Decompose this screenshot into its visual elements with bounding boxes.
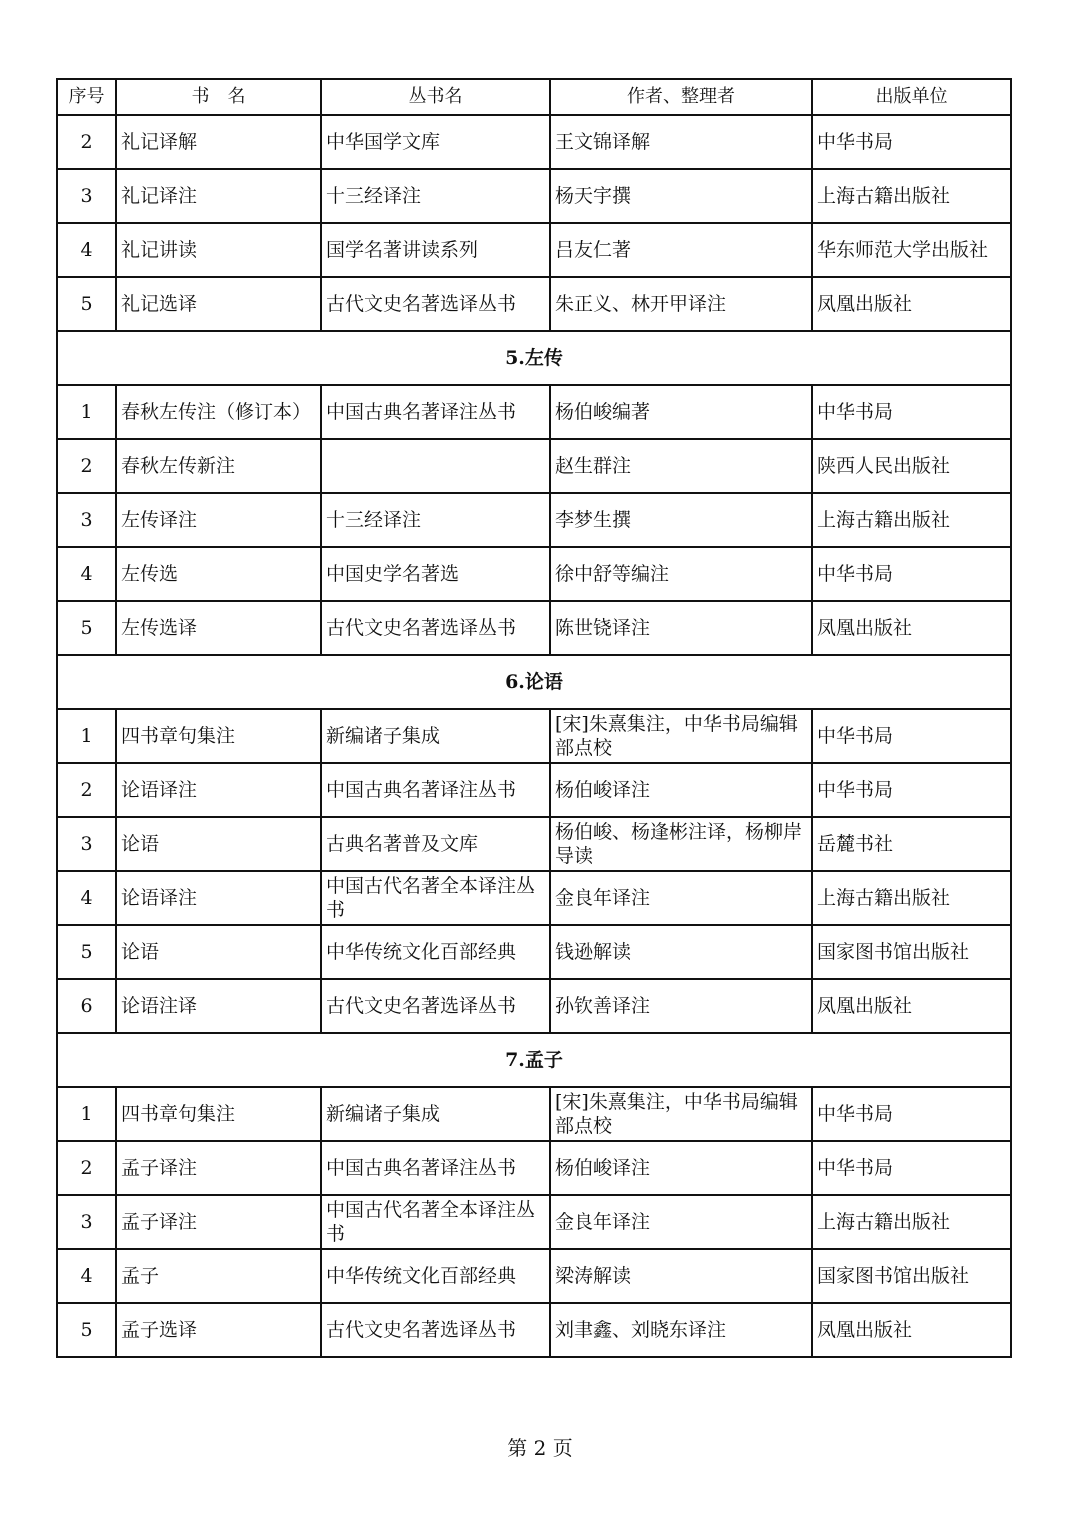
header-index: 序号 [57, 79, 116, 115]
cell-publisher: 上海古籍出版社 [812, 1195, 1011, 1249]
table-row [57, 1303, 1011, 1357]
table-row [57, 547, 1011, 601]
table-row [57, 1249, 1011, 1303]
cell-publisher: 凤凰出版社 [812, 1303, 1011, 1357]
cell-author: 杨伯峻译注 [550, 763, 812, 817]
cell-title: 孟子译注 [116, 1141, 321, 1195]
cell-index: 2 [57, 763, 116, 817]
cell-publisher: 上海古籍出版社 [812, 871, 1011, 925]
cell-series [321, 439, 550, 493]
cell-author: 吕友仁著 [550, 223, 812, 277]
cell-title: 四书章句集注 [116, 709, 321, 763]
cell-author: 李梦生撰 [550, 493, 812, 547]
cell-series: 中华国学文库 [321, 115, 550, 169]
cell-index: 3 [57, 169, 116, 223]
table-row [57, 169, 1011, 223]
cell-title: 孟子译注 [116, 1195, 321, 1249]
table-row [57, 277, 1011, 331]
cell-title: 孟子选译 [116, 1303, 321, 1357]
cell-title: 论语译注 [116, 763, 321, 817]
table-row [57, 385, 1011, 439]
cell-title: 左传选 [116, 547, 321, 601]
cell-series: 中国古代名著全本译注丛书 [321, 1195, 550, 1249]
header-publisher: 出版单位 [812, 79, 1011, 115]
cell-publisher: 中华书局 [812, 1141, 1011, 1195]
cell-index: 1 [57, 709, 116, 763]
cell-title: 礼记译解 [116, 115, 321, 169]
table-row [57, 925, 1011, 979]
cell-series: 古代文史名著选译丛书 [321, 277, 550, 331]
cell-title: 礼记选译 [116, 277, 321, 331]
cell-author: 杨伯峻、杨逢彬注译，杨柳岸导读 [550, 817, 812, 871]
cell-author: 杨伯峻编著 [550, 385, 812, 439]
cell-series: 古典名著普及文库 [321, 817, 550, 871]
cell-series: 十三经译注 [321, 493, 550, 547]
cell-title: 论语 [116, 925, 321, 979]
cell-index: 2 [57, 1141, 116, 1195]
table-row [57, 601, 1011, 655]
cell-publisher: 中华书局 [812, 763, 1011, 817]
cell-series: 新编诸子集成 [321, 1087, 550, 1141]
section-title: 7.孟子 [57, 1033, 1011, 1087]
table-row [57, 1195, 1011, 1249]
table-row [57, 115, 1011, 169]
header-row [57, 79, 1011, 115]
cell-index: 4 [57, 871, 116, 925]
section-title: 6.论语 [57, 655, 1011, 709]
table-row [57, 439, 1011, 493]
cell-publisher: 凤凰出版社 [812, 601, 1011, 655]
cell-publisher: 上海古籍出版社 [812, 493, 1011, 547]
cell-author: 刘聿鑫、刘晓东译注 [550, 1303, 812, 1357]
cell-index: 2 [57, 115, 116, 169]
cell-title: 左传译注 [116, 493, 321, 547]
section-row [57, 331, 1011, 385]
cell-title: 左传选译 [116, 601, 321, 655]
cell-title: 礼记译注 [116, 169, 321, 223]
cell-author: 陈世铙译注 [550, 601, 812, 655]
table-row [57, 1141, 1011, 1195]
table-row [57, 817, 1011, 871]
cell-index: 4 [57, 223, 116, 277]
cell-title: 论语 [116, 817, 321, 871]
cell-series: 中华传统文化百部经典 [321, 925, 550, 979]
cell-title: 论语译注 [116, 871, 321, 925]
cell-series: 中国古代名著全本译注丛书 [321, 871, 550, 925]
cell-index: 2 [57, 439, 116, 493]
cell-title: 四书章句集注 [116, 1087, 321, 1141]
cell-series: 中国古典名著译注丛书 [321, 385, 550, 439]
section-row [57, 1033, 1011, 1087]
cell-author: 朱正义、林开甲译注 [550, 277, 812, 331]
cell-author: 金良年译注 [550, 1195, 812, 1249]
cell-series: 新编诸子集成 [321, 709, 550, 763]
header-author: 作者、整理者 [550, 79, 812, 115]
cell-index: 1 [57, 385, 116, 439]
cell-index: 3 [57, 817, 116, 871]
cell-title: 春秋左传新注 [116, 439, 321, 493]
cell-publisher: 中华书局 [812, 385, 1011, 439]
cell-index: 5 [57, 601, 116, 655]
cell-series: 中华传统文化百部经典 [321, 1249, 550, 1303]
cell-title: 孟子 [116, 1249, 321, 1303]
cell-series: 古代文史名著选译丛书 [321, 601, 550, 655]
section-title: 5.左传 [57, 331, 1011, 385]
cell-publisher: 中华书局 [812, 709, 1011, 763]
cell-author: 金良年译注 [550, 871, 812, 925]
cell-author: 杨天宇撰 [550, 169, 812, 223]
cell-series: 十三经译注 [321, 169, 550, 223]
table-body [57, 115, 1011, 1357]
cell-series: 古代文史名著选译丛书 [321, 1303, 550, 1357]
cell-publisher: 岳麓书社 [812, 817, 1011, 871]
cell-index: 3 [57, 493, 116, 547]
cell-author: 徐中舒等编注 [550, 547, 812, 601]
cell-publisher: 国家图书馆出版社 [812, 925, 1011, 979]
cell-author: 赵生群注 [550, 439, 812, 493]
cell-author: 杨伯峻译注 [550, 1141, 812, 1195]
cell-series: 中国古典名著译注丛书 [321, 1141, 550, 1195]
cell-series: 中国史学名著选 [321, 547, 550, 601]
section-row [57, 655, 1011, 709]
table-row [57, 871, 1011, 925]
cell-publisher: 陕西人民出版社 [812, 439, 1011, 493]
cell-index: 6 [57, 979, 116, 1033]
cell-index: 4 [57, 1249, 116, 1303]
cell-publisher: 凤凰出版社 [812, 277, 1011, 331]
cell-publisher: 中华书局 [812, 115, 1011, 169]
cell-publisher: 中华书局 [812, 1087, 1011, 1141]
cell-author: 梁涛解读 [550, 1249, 812, 1303]
cell-publisher: 中华书局 [812, 547, 1011, 601]
cell-title: 礼记讲读 [116, 223, 321, 277]
cell-author: [宋]朱熹集注，中华书局编辑部点校 [550, 709, 812, 763]
cell-index: 5 [57, 1303, 116, 1357]
header-series: 丛书名 [321, 79, 550, 115]
cell-index: 4 [57, 547, 116, 601]
table-row [57, 1087, 1011, 1141]
table-row [57, 763, 1011, 817]
cell-index: 5 [57, 277, 116, 331]
cell-author: 王文锦译解 [550, 115, 812, 169]
cell-publisher: 凤凰出版社 [812, 979, 1011, 1033]
cell-series: 国学名著讲读系列 [321, 223, 550, 277]
cell-series: 古代文史名著选译丛书 [321, 979, 550, 1033]
cell-author: 孙钦善译注 [550, 979, 812, 1033]
cell-title: 论语注译 [116, 979, 321, 1033]
table-row [57, 709, 1011, 763]
table-row [57, 493, 1011, 547]
cell-author: [宋]朱熹集注，中华书局编辑部点校 [550, 1087, 812, 1141]
cell-index: 5 [57, 925, 116, 979]
cell-series: 中国古典名著译注丛书 [321, 763, 550, 817]
header-title: 书 名 [116, 79, 321, 115]
cell-author: 钱逊解读 [550, 925, 812, 979]
cell-index: 3 [57, 1195, 116, 1249]
page-number: 第 2 页 [507, 1436, 573, 1460]
table-row [57, 979, 1011, 1033]
cell-index: 1 [57, 1087, 116, 1141]
book-list-table [56, 78, 1012, 1358]
cell-publisher: 华东师范大学出版社 [812, 223, 1011, 277]
cell-title: 春秋左传注（修订本） [116, 385, 321, 439]
cell-publisher: 国家图书馆出版社 [812, 1249, 1011, 1303]
cell-publisher: 上海古籍出版社 [812, 169, 1011, 223]
table-row [57, 223, 1011, 277]
